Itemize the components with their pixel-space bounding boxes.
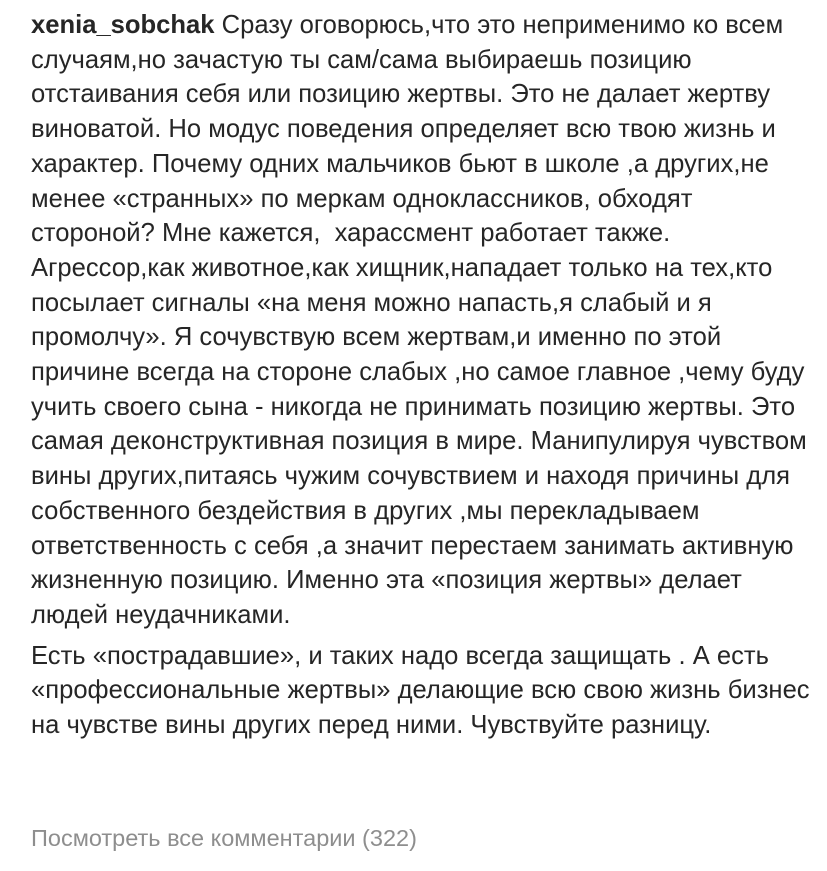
post-caption	[31, 8, 816, 743]
caption-paragraph-2: Есть «пострадавшие», и таких надо всегда защищать . А есть «профессиональные жертвы» делающие всю свою жизнь бизнес на чувстве вины других перед ними. Чувствуйте разницу.	[31, 641, 817, 740]
username-link[interactable]: xenia_sobchak	[31, 11, 215, 39]
view-all-comments-link[interactable]: Посмотреть все комментарии (322)	[31, 825, 417, 851]
caption-body-1: Сразу оговорюсь,что это неприменимо ко всем случаям,но зачастую ты сам/сама выбираешь позицию отстаивания себя или позицию жертвы. Это не далает жертву виноватой. Но модус поведения определяет всю твою жизнь и характер. Почему одних мальчиков бьют в школе ,а других,не менее «странных» по меркам одноклассников, обходят стороной? Мне кажется, харассмент работает также. Агрессор,как животное,как хищник,нападает только на тех,кто посылает сигналы «на меня можно напасть,я слабый и я промолчу». Я сочувствую всем жертвам,и именно по этой причине всегда на стороне слабых ,но самое главное ,чему буду учить своего сына - никогда не принимать позицию жертвы. Это самая деконструктивная позиция в мире. Манипулируя чувством вины других,питаясь чужим сочувствием и находя причины для собственного бездействия в других ,мы перекладываем ответственность с себя ,а значит перестаем занимать активную жизненную позицию. Именно эта «позиция жертвы» делает людей неудачниками.	[31, 11, 814, 629]
caption-paragraph-1	[31, 8, 816, 633]
caption-text	[31, 8, 816, 743]
